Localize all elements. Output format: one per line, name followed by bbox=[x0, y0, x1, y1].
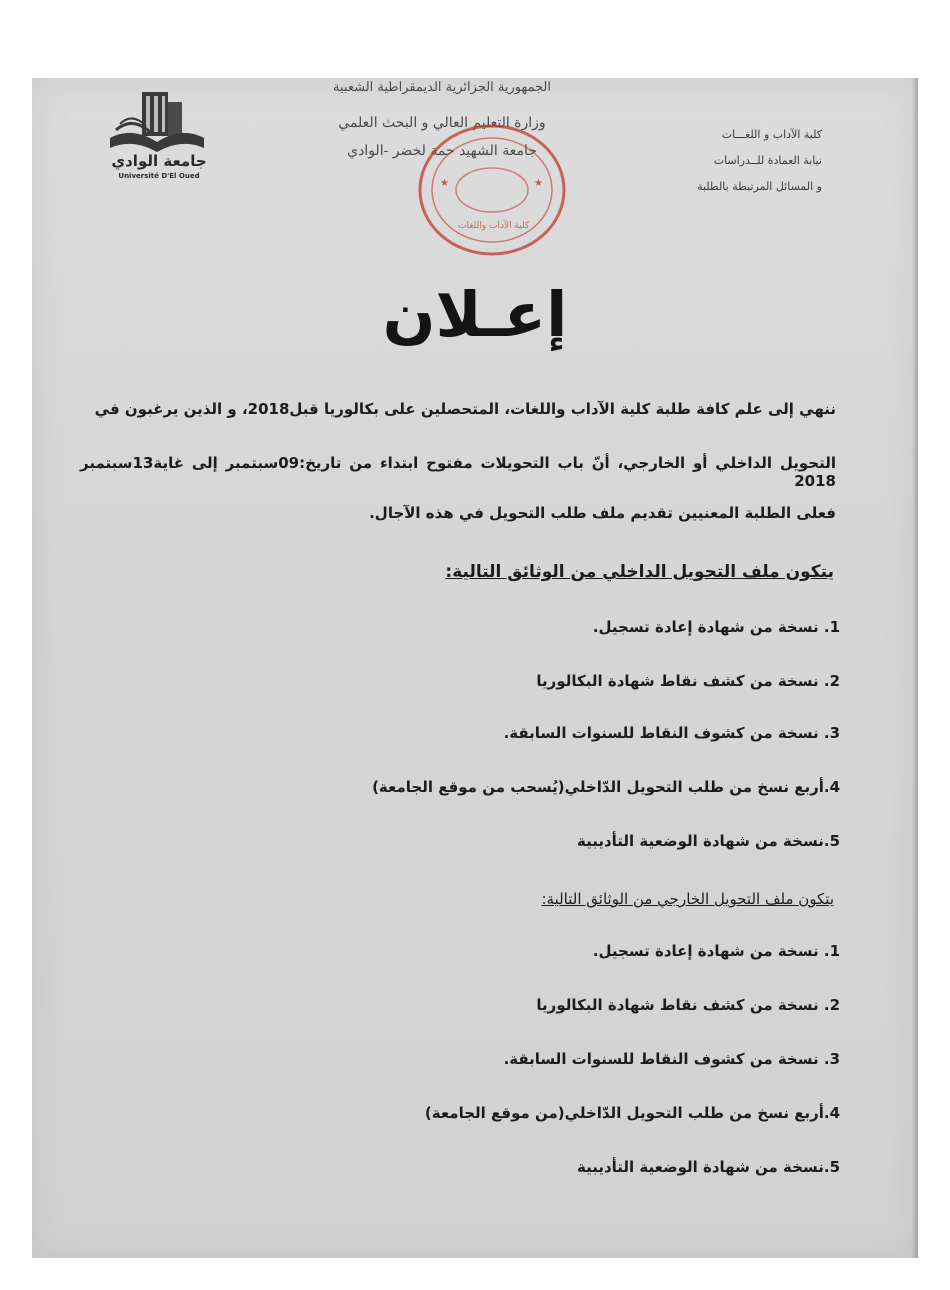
internal-doc-item: 3. نسخة من كشوف النقاط للسنوات السابقة. bbox=[503, 724, 840, 742]
university-logo bbox=[102, 86, 212, 186]
intro-line-3: فعلى الطلبة المعنيين تقديم ملف طلب التحويل في هذه الآجال. bbox=[369, 504, 836, 522]
internal-transfer-heading: يتكون ملف التحويل الداخلي من الوثائق التالية: bbox=[445, 562, 834, 582]
external-doc-item: 2. نسخة من كشف نقاط شهادة البكالوريا bbox=[536, 996, 840, 1014]
internal-doc-item: 5.نسخة من شهادة الوضعية التأديبية bbox=[576, 832, 840, 850]
external-transfer-heading: يتكون ملف التحويل الخارجي من الوثائق التالية: bbox=[541, 890, 834, 908]
ministry-name: وزارة التعليم العالي و البحث العلمي bbox=[338, 115, 546, 131]
external-doc-item: 4.أربع نسخ من طلب التحويل الدّاخلي(من موقع الجامعة) bbox=[424, 1104, 840, 1122]
faculty-header bbox=[622, 122, 822, 200]
external-doc-item: 1. نسخة من شهادة إعادة تسجيل. bbox=[592, 942, 840, 960]
logo-subtitle: Université D'El Oued bbox=[118, 172, 200, 180]
document-page bbox=[32, 78, 918, 1258]
intro-line-2: التحويل الداخلي أو الخارجي، أنّ باب التحويلات مفتوح ابتداء من تاريخ:09سبتمبر إلى غاية13سبتمبر 2018 bbox=[80, 454, 836, 490]
official-stamp bbox=[414, 120, 572, 260]
internal-doc-item: 2. نسخة من كشف نقاط شهادة البكالوريا bbox=[536, 672, 840, 690]
title-text: إعـلان bbox=[382, 278, 568, 351]
announcement-title bbox=[32, 278, 918, 351]
faculty-line: نيابة العمادة للــدراسات bbox=[713, 154, 822, 167]
internal-doc-item: 1. نسخة من شهادة إعادة تسجيل. bbox=[592, 618, 840, 636]
external-doc-item: 5.نسخة من شهادة الوضعية التأديبية bbox=[576, 1158, 840, 1176]
svg-text:★: ★ bbox=[440, 178, 449, 189]
svg-text:كلية الآداب واللغات: كلية الآداب واللغات bbox=[458, 221, 530, 231]
faculty-line: كلية الآداب و اللغـــات bbox=[721, 128, 822, 141]
faculty-line: و المسائل المرتبطة بالطلبة bbox=[697, 180, 822, 193]
external-doc-item: 3. نسخة من كشوف النقاط للسنوات السابقة. bbox=[503, 1050, 840, 1068]
internal-doc-item: 4.أربع نسخ من طلب التحويل الدّاخلي(يُسحب من موقع الجامعة) bbox=[372, 778, 840, 796]
logo-name: جامعة الوادي bbox=[111, 152, 207, 170]
university-name: جامعة الشهيد حمة لخضر -الوادي bbox=[347, 143, 537, 159]
intro-line-1: ننهي إلى علم كافة طلبة كلية الآداب واللغات، المتحصلين على بكالوريا قبل2018، و الذين يرغبون في bbox=[94, 400, 836, 418]
republic-name: الجمهورية الجزائرية الديمقراطية الشعبية bbox=[333, 80, 551, 95]
svg-text:★: ★ bbox=[534, 178, 543, 189]
